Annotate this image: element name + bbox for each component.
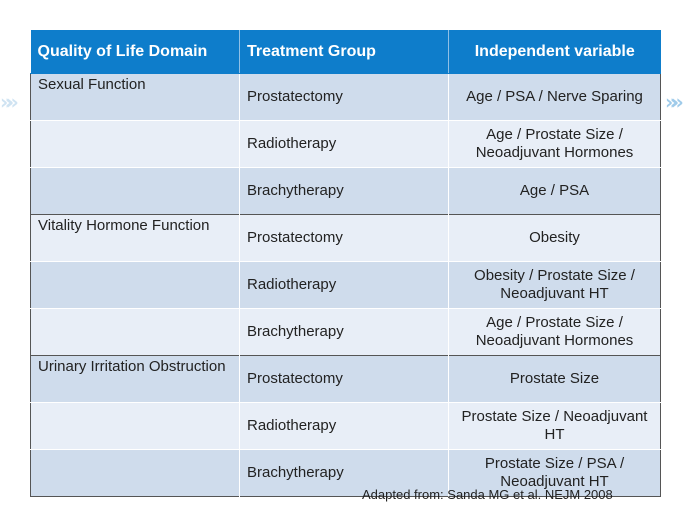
chevron-right-decoration-icon: »»	[665, 90, 677, 114]
qol-table	[30, 30, 661, 497]
domain-cell	[31, 309, 240, 356]
table-header-row	[31, 30, 661, 74]
treatment-cell: Radiotherapy	[240, 121, 449, 168]
domain-cell	[31, 262, 240, 309]
variable-cell: Age / PSA / Nerve Sparing	[449, 74, 661, 121]
treatment-cell: Brachytherapy	[240, 450, 449, 497]
domain-cell: Sexual Function	[31, 74, 240, 121]
treatment-cell: Brachytherapy	[240, 168, 449, 215]
table-row	[31, 309, 661, 356]
table-row	[31, 168, 661, 215]
variable-cell: Age / Prostate Size / Neoadjuvant Hormones	[449, 121, 661, 168]
table-row	[31, 74, 661, 121]
table-row	[31, 403, 661, 450]
variable-cell: Prostate Size / PSA / Neoadjuvant HT	[449, 450, 661, 497]
domain-cell	[31, 403, 240, 450]
treatment-cell: Prostatectomy	[240, 215, 449, 262]
variable-cell: Obesity / Prostate Size / Neoadjuvant HT	[449, 262, 661, 309]
treatment-cell: Radiotherapy	[240, 403, 449, 450]
variable-cell: Prostate Size / Neoadjuvant HT	[449, 403, 661, 450]
treatment-cell: Prostatectomy	[240, 356, 449, 403]
chevron-left-decoration-icon: »»	[0, 90, 12, 114]
variable-cell: Obesity	[449, 215, 661, 262]
domain-cell: Vitality Hormone Function	[31, 215, 240, 262]
domain-cell	[31, 450, 240, 497]
table-row	[31, 215, 661, 262]
variable-cell: Age / PSA	[449, 168, 661, 215]
source-footnote: Adapted from: Sanda MG et al. NEJM 2008	[362, 487, 613, 502]
variable-cell: Prostate Size	[449, 356, 661, 403]
variable-cell: Age / Prostate Size / Neoadjuvant Hormones	[449, 309, 661, 356]
table-row	[31, 121, 661, 168]
domain-cell: Urinary Irritation Obstruction	[31, 356, 240, 403]
treatment-cell: Prostatectomy	[240, 74, 449, 121]
treatment-cell: Brachytherapy	[240, 309, 449, 356]
table-row	[31, 356, 661, 403]
header-domain: Quality of Life Domain	[31, 30, 240, 74]
domain-cell	[31, 168, 240, 215]
domain-cell	[31, 121, 240, 168]
treatment-cell: Radiotherapy	[240, 262, 449, 309]
header-treatment: Treatment Group	[240, 30, 449, 74]
table-row	[31, 262, 661, 309]
header-variable: Independent variable	[449, 30, 661, 74]
